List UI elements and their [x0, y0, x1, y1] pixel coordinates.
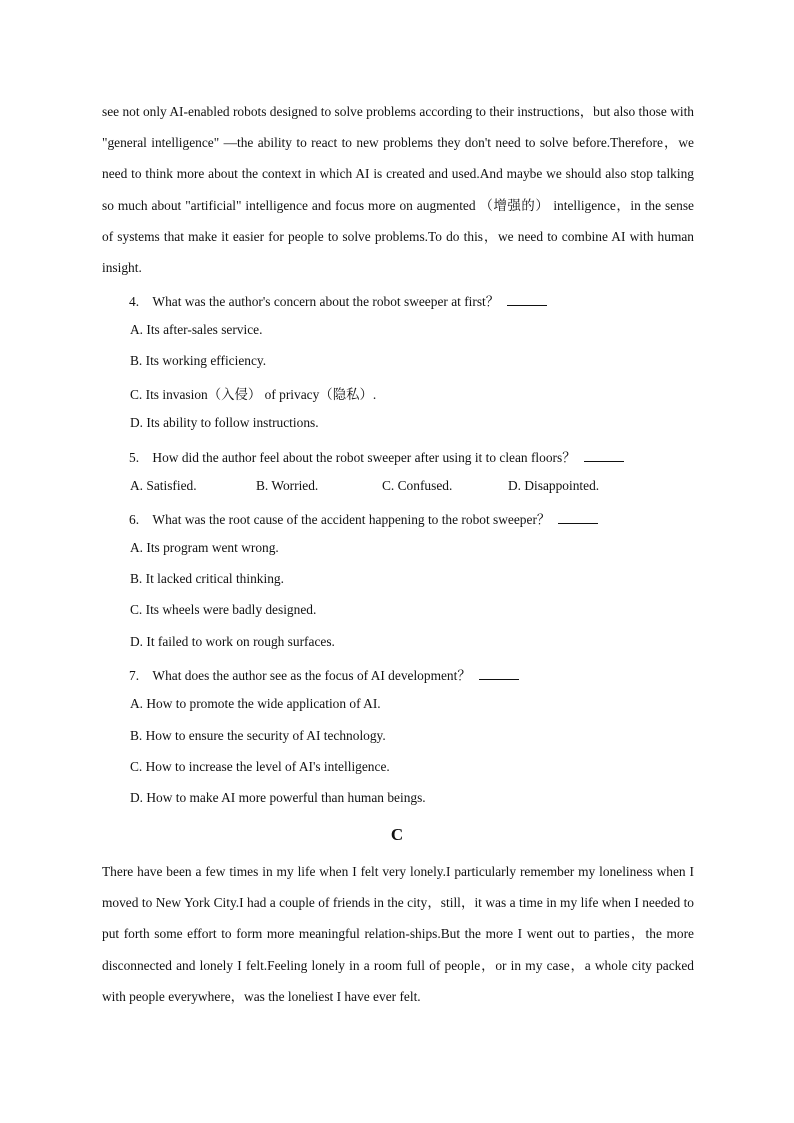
question-5	[129, 447, 624, 466]
option-7b: B. How to ensure the security of AI technology.	[130, 728, 386, 743]
answer-blank[interactable]	[479, 667, 519, 680]
passage-b-ending: see not only AI-enabled robots designed to solve problems according to their instructions，but also those with "general intelligence" —the ability to react to new problems they don't need to solve before.Therefore，we need to think more about the context in which AI is created and used.And maybe we should also stop talking so much about "artificial" intelligence and focus more on augmented （增强的） intelligence，in the sense of systems that make it easier for people to solve problems.To do this，we need to combine AI with human insight.	[102, 104, 694, 276]
option-4a: A. Its after-sales service.	[130, 322, 263, 337]
option-4d: D. Its ability to follow instructions.	[130, 415, 319, 430]
answer-blank[interactable]	[507, 293, 547, 306]
option-4b: B. Its working efficiency.	[130, 353, 267, 368]
option-7d: D. How to make AI more powerful than human beings.	[130, 790, 426, 805]
option-6a: A. Its program went wrong.	[130, 540, 279, 555]
option-6c: C. Its wheels were badly designed.	[130, 602, 317, 617]
question-stem: 4. What was the author's concern about the robot sweeper at first？	[129, 294, 500, 309]
options-5	[130, 478, 599, 494]
question-stem: 6. What was the root cause of the accident happening to the robot sweeper？	[129, 512, 551, 527]
passage-c: There have been a few times in my life when I felt very lonely.I particularly remember my loneliness when I moved to New York City.I had a couple of friends in the city，still，it was a time in my life when I needed to put forth some effort to form more meaningful relation-ships.But the more I went out to parties，the more disconnected and lonely I felt.Feeling lonely in a room full of people，or in my case，a whole city packed with people everywhere，was the loneliest I have ever felt.	[102, 864, 694, 1004]
option-5c: C. Confused.	[382, 478, 453, 493]
question-4	[129, 291, 547, 310]
option-5b: B. Worried.	[256, 478, 319, 493]
question-6	[129, 509, 598, 528]
question-7	[129, 665, 519, 684]
option-7a: A. How to promote the wide application of AI.	[130, 696, 381, 711]
option-7c: C. How to increase the level of AI's intelligence.	[130, 759, 390, 774]
answer-blank[interactable]	[558, 511, 598, 524]
option-6b: B. It lacked critical thinking.	[130, 571, 284, 586]
option-4c: C. Its invasion（入侵） of privacy（隐私）.	[130, 387, 377, 402]
answer-blank[interactable]	[584, 449, 624, 462]
question-stem: 5. How did the author feel about the robot sweeper after using it to clean floors？	[129, 450, 576, 465]
option-5a: A. Satisfied.	[130, 478, 197, 493]
question-stem: 7. What does the author see as the focus of AI development？	[129, 668, 471, 683]
option-5d: D. Disappointed.	[508, 478, 600, 493]
option-6d: D. It failed to work on rough surfaces.	[130, 634, 335, 649]
section-heading-c: C	[390, 825, 404, 844]
